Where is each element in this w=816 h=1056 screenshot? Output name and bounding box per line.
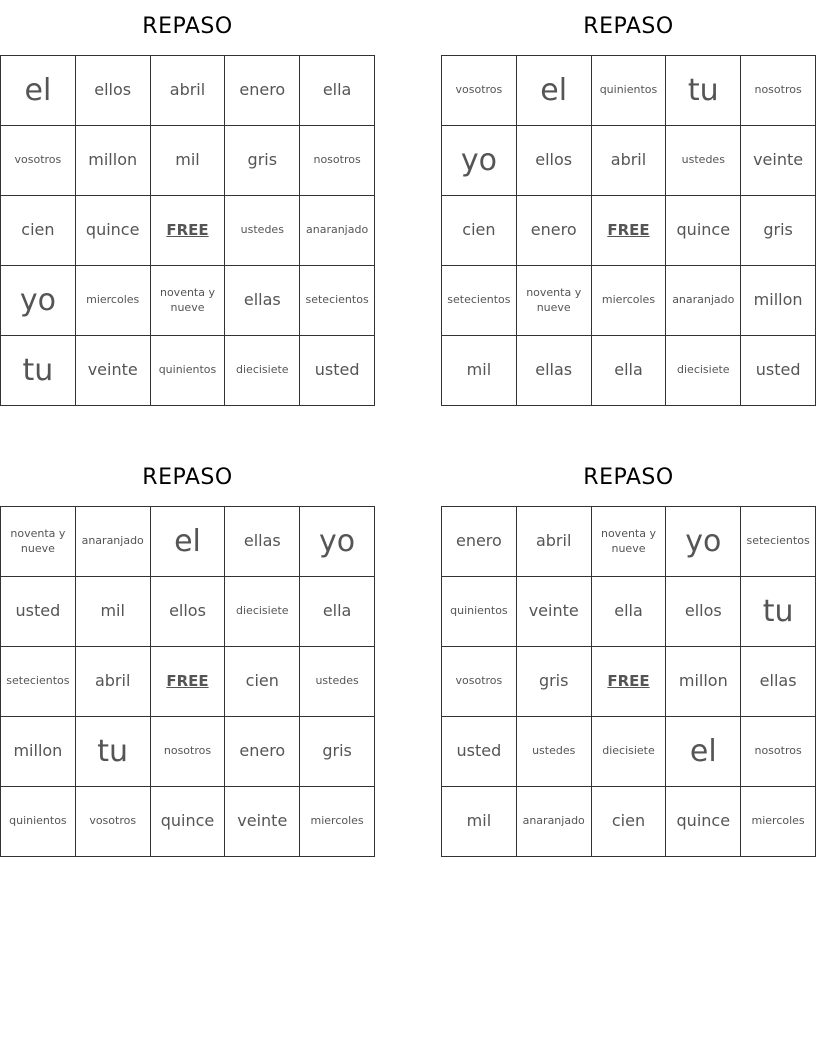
bingo-cell: tu <box>1 336 76 406</box>
bingo-cell: el <box>666 717 741 787</box>
bingo-cell: nosotros <box>151 717 226 787</box>
bingo-cell: mil <box>442 336 517 406</box>
bingo-cell: el <box>151 507 226 577</box>
bingo-cell: tu <box>741 577 816 647</box>
bingo-cell: anaranjado <box>517 787 592 857</box>
bingo-cell: quinientos <box>151 336 226 406</box>
bingo-cell: anaranjado <box>666 266 741 336</box>
bingo-cell: enero <box>517 196 592 266</box>
card-title: REPASO <box>583 465 674 490</box>
bingo-cell: enero <box>225 56 300 126</box>
bingo-cell: ella <box>300 577 375 647</box>
bingo-cell: FREE <box>151 647 226 717</box>
bingo-cell: gris <box>300 717 375 787</box>
bingo-cell: tu <box>666 56 741 126</box>
bingo-cell: FREE <box>592 196 667 266</box>
bingo-cell: usted <box>300 336 375 406</box>
card-title: REPASO <box>142 14 233 39</box>
bingo-cell: gris <box>517 647 592 717</box>
bingo-cell: vosotros <box>442 56 517 126</box>
bingo-cell: abril <box>517 507 592 577</box>
bingo-cell: ustedes <box>300 647 375 717</box>
bingo-grid <box>441 506 816 857</box>
bingo-cell: anaranjado <box>76 507 151 577</box>
bingo-cell: FREE <box>592 647 667 717</box>
bingo-cell: miercoles <box>741 787 816 857</box>
bingo-grid <box>0 506 375 857</box>
bingo-cell: noventa y nueve <box>592 507 667 577</box>
bingo-cell: enero <box>442 507 517 577</box>
bingo-cell: veinte <box>76 336 151 406</box>
bingo-cell: veinte <box>741 126 816 196</box>
bingo-cell: ellas <box>225 507 300 577</box>
bingo-cell: cien <box>1 196 76 266</box>
bingo-cell: diecisiete <box>666 336 741 406</box>
bingo-cell: noventa y nueve <box>151 266 226 336</box>
bingo-cell: cien <box>225 647 300 717</box>
bingo-cell: enero <box>225 717 300 787</box>
card-title: REPASO <box>583 14 674 39</box>
bingo-cell: FREE <box>151 196 226 266</box>
bingo-cell: ellas <box>225 266 300 336</box>
bingo-cell: ella <box>300 56 375 126</box>
card-title: REPASO <box>142 465 233 490</box>
bingo-cell: cien <box>592 787 667 857</box>
bingo-cell: anaranjado <box>300 196 375 266</box>
bingo-cell: nosotros <box>741 56 816 126</box>
bingo-cell: millon <box>666 647 741 717</box>
bingo-cell: quinientos <box>592 56 667 126</box>
bingo-cell: diecisiete <box>592 717 667 787</box>
bingo-cell: ellos <box>151 577 226 647</box>
bingo-cell: gris <box>225 126 300 196</box>
bingo-cell: ustedes <box>225 196 300 266</box>
bingo-cell: gris <box>741 196 816 266</box>
bingo-cell: ellos <box>517 126 592 196</box>
bingo-cell: tu <box>76 717 151 787</box>
bingo-cell: quinientos <box>1 787 76 857</box>
bingo-cell: el <box>517 56 592 126</box>
bingo-cell: quince <box>666 787 741 857</box>
bingo-grid <box>441 55 816 406</box>
bingo-cell: miercoles <box>76 266 151 336</box>
bingo-cell: nosotros <box>741 717 816 787</box>
bingo-cell: miercoles <box>592 266 667 336</box>
bingo-cell: yo <box>1 266 76 336</box>
bingo-cell: ella <box>592 336 667 406</box>
bingo-cell: ellos <box>666 577 741 647</box>
bingo-cell: yo <box>300 507 375 577</box>
bingo-cell: ella <box>592 577 667 647</box>
bingo-cell: setecientos <box>741 507 816 577</box>
bingo-cell: diecisiete <box>225 577 300 647</box>
bingo-cell: quince <box>666 196 741 266</box>
bingo-cell: millon <box>76 126 151 196</box>
bingo-cell: miercoles <box>300 787 375 857</box>
bingo-cell: millon <box>1 717 76 787</box>
bingo-cell: vosotros <box>442 647 517 717</box>
bingo-cell: noventa y nueve <box>517 266 592 336</box>
bingo-cell: mil <box>442 787 517 857</box>
bingo-cell: mil <box>151 126 226 196</box>
bingo-cell: setecientos <box>1 647 76 717</box>
bingo-cell: quince <box>151 787 226 857</box>
bingo-cell: usted <box>442 717 517 787</box>
bingo-cell: usted <box>741 336 816 406</box>
bingo-cell: nosotros <box>300 126 375 196</box>
bingo-cell: quince <box>76 196 151 266</box>
bingo-grid <box>0 55 375 406</box>
bingo-cell: quinientos <box>442 577 517 647</box>
bingo-cell: ellas <box>741 647 816 717</box>
bingo-cell: ustedes <box>666 126 741 196</box>
bingo-cell: cien <box>442 196 517 266</box>
bingo-cell: setecientos <box>442 266 517 336</box>
bingo-cell: abril <box>151 56 226 126</box>
bingo-cell: veinte <box>517 577 592 647</box>
bingo-cell: noventa y nueve <box>1 507 76 577</box>
bingo-cell: vosotros <box>1 126 76 196</box>
bingo-cell: abril <box>592 126 667 196</box>
bingo-cell: mil <box>76 577 151 647</box>
bingo-cell: vosotros <box>76 787 151 857</box>
bingo-cell: diecisiete <box>225 336 300 406</box>
bingo-cell: abril <box>76 647 151 717</box>
bingo-cell: yo <box>442 126 517 196</box>
bingo-cell: ellos <box>76 56 151 126</box>
bingo-cell: el <box>1 56 76 126</box>
bingo-cell: yo <box>666 507 741 577</box>
bingo-cell: ustedes <box>517 717 592 787</box>
bingo-cell: ellas <box>517 336 592 406</box>
bingo-cell: usted <box>1 577 76 647</box>
bingo-cell: millon <box>741 266 816 336</box>
bingo-cell: veinte <box>225 787 300 857</box>
bingo-cell: setecientos <box>300 266 375 336</box>
